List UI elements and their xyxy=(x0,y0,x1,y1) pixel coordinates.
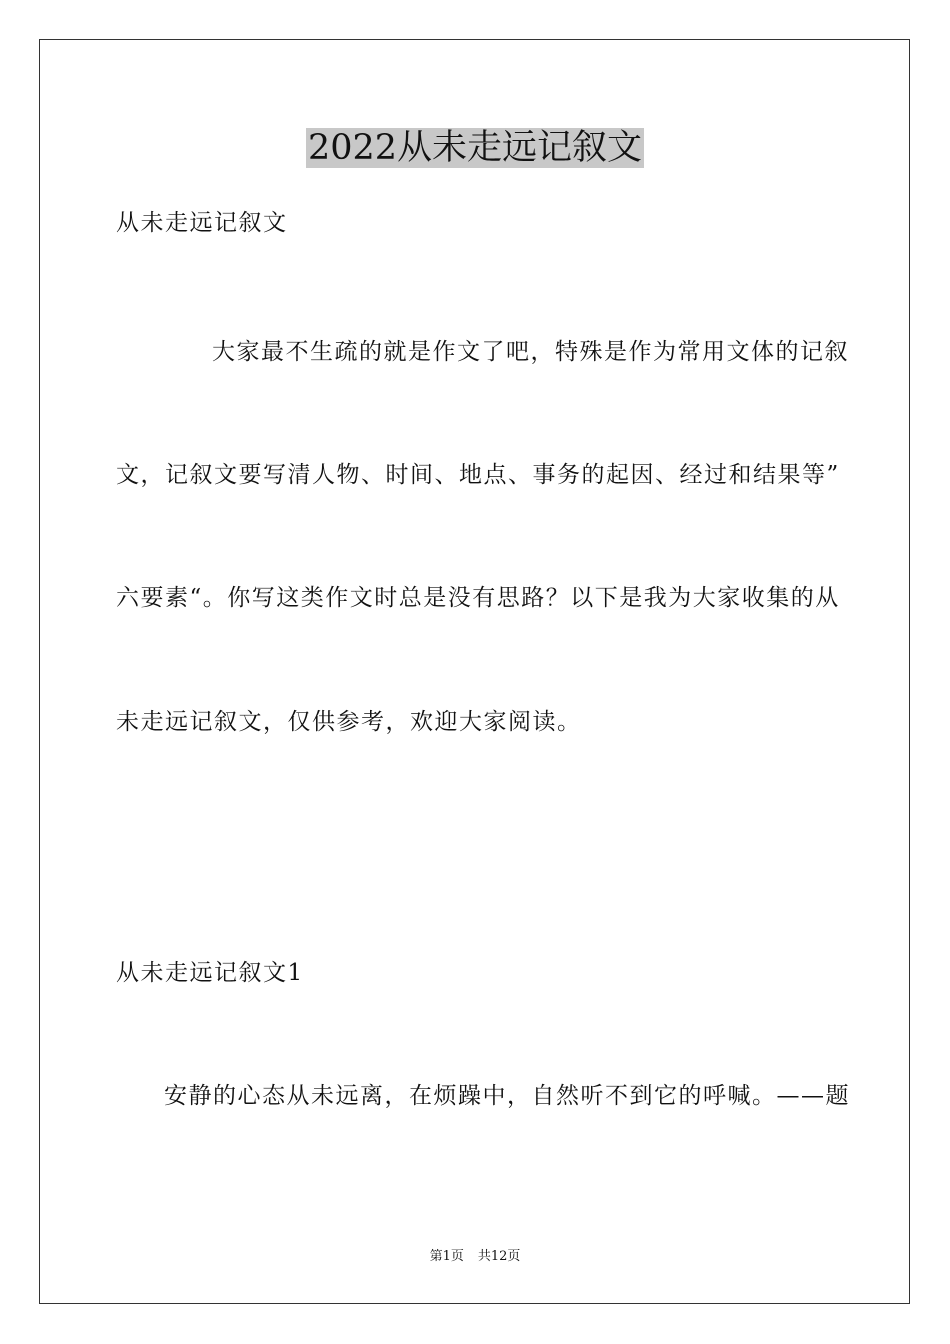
page-total: 共12页 xyxy=(477,1249,521,1264)
intro-line-2: 文，记叙文要写清人物、时间、地点、事务的起因、经过和结果等” xyxy=(116,462,840,488)
page-footer xyxy=(0,1248,950,1266)
section-heading: 从未走远记叙文1 xyxy=(116,960,304,986)
intro-line-4: 未走远记叙文，仅供参考，欢迎大家阅读。 xyxy=(116,709,582,735)
section-paragraph-line-1: 安静的心态从未远离，在烦躁中，自然听不到它的呼喊。——题 xyxy=(164,1083,850,1109)
document-title xyxy=(0,126,950,170)
document-subtitle: 从未走远记叙文 xyxy=(116,210,288,236)
intro-line-1: 大家最不生疏的就是作文了吧，特殊是作为常用文体的记叙 xyxy=(212,339,849,365)
page-number: 第1页 xyxy=(429,1249,464,1264)
intro-line-3: 六要素“。你写这类作文时总是没有思路？以下是我为大家收集的从 xyxy=(116,585,840,611)
document-title-text: 2022从未走远记叙文 xyxy=(307,128,643,168)
